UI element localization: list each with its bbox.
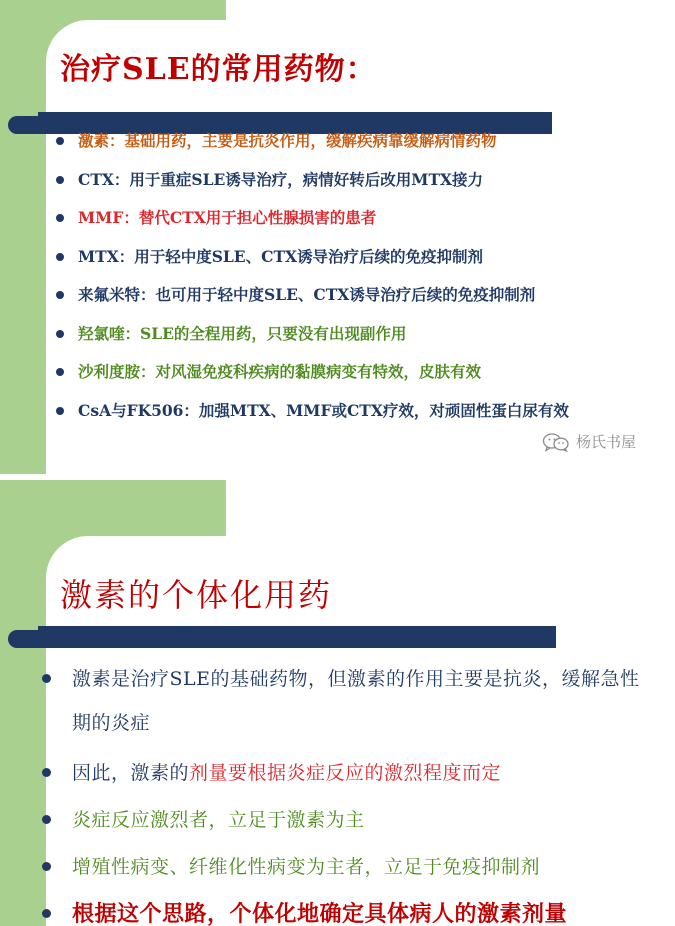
bullet-dot-icon (56, 368, 64, 376)
list-item (56, 205, 569, 244)
bullet-dot-icon (56, 291, 64, 299)
list-item-text: MTX：用于轻中度SLE、CTX诱导治疗后续的免疫抑制剂 (78, 246, 484, 266)
list-item-text: 来氟米特：也可用于轻中度SLE、CTX诱导治疗后续的免疫抑制剂 (78, 285, 536, 304)
list-item (56, 128, 569, 167)
bullet-dot-icon (42, 674, 51, 683)
bullet-dot-icon (56, 137, 64, 145)
list-item (56, 282, 569, 321)
list-item (56, 167, 569, 206)
list-item-text: 根据这个思路，个体化地确定具体病人的激素剂量 (72, 901, 568, 926)
list-item (56, 244, 569, 283)
list-item (56, 845, 656, 892)
title-underline-bar (8, 630, 556, 648)
bullet-dot-icon (56, 214, 64, 222)
list-item (56, 359, 569, 398)
list-item-text: CTX：用于重症SLE诱导治疗，病情好转后改用MTX接力 (78, 169, 484, 189)
bullet-dot-icon (56, 176, 64, 184)
list-item (56, 321, 569, 360)
list-item-text: 激素：基础用药，主要是抗炎作用，缓解疾病靠缓解病情药物 (78, 131, 497, 150)
list-item-text: 沙利度胺：对风湿免疫科疾病的黏膜病变有特效，皮肤有效 (78, 362, 482, 381)
list-item-text: 增殖性病变、纤维化性病变为主者，立足于免疫抑制剂 (72, 856, 541, 878)
bullet-dot-icon (42, 768, 51, 777)
slide-title: 治疗SLE的常用药物： (60, 52, 377, 87)
list-item-text: CsA与FK506：加强MTX、MMF或CTX疗效，对顽固性蛋白尿有效 (78, 400, 569, 420)
list-item-text-highlight: 剂量要根据炎症反应的激烈程度而定 (189, 762, 502, 784)
steroid-points-list (56, 657, 656, 926)
list-item-text: 激素是治疗SLE的基础药物，但激素的作用主要是抗炎，缓解急性期的炎症 (72, 668, 640, 734)
drug-list (56, 128, 569, 436)
wechat-icon (542, 432, 570, 452)
list-item-text: MMF：替代CTX用于担心性腺损害的患者 (78, 208, 377, 227)
bullet-dot-icon (56, 253, 64, 261)
bullet-dot-icon (42, 909, 51, 918)
bullet-dot-icon (56, 407, 64, 415)
slide-title: 激素的个体化用药 (60, 576, 333, 614)
bullet-dot-icon (56, 330, 64, 338)
list-item (56, 751, 656, 798)
list-item (56, 892, 656, 926)
list-item-text-prefix: 因此，激素的 (72, 762, 190, 784)
list-item (56, 657, 656, 751)
list-item-text: 羟氯喹：SLE的全程用药，只要没有出现副作用 (78, 323, 407, 343)
list-item-text: 炎症反应激烈者，立足于激素为主 (72, 809, 365, 831)
watermark-text: 杨氏书屋 (576, 433, 637, 451)
list-item (56, 798, 656, 845)
list-item (56, 398, 569, 437)
watermark (542, 431, 636, 452)
bullet-dot-icon (42, 862, 51, 871)
slide-individualized-steroid (0, 480, 675, 926)
bullet-dot-icon (42, 815, 51, 824)
